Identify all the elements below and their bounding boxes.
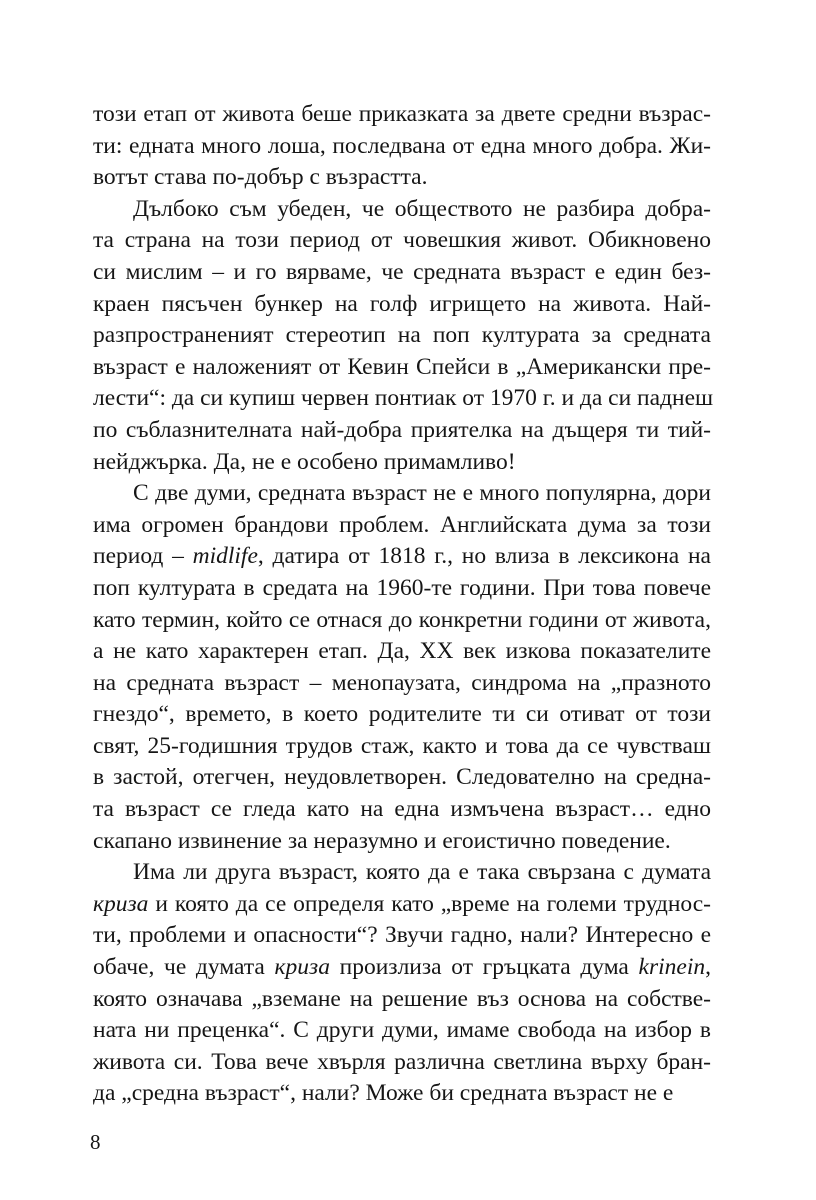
text-line [93, 731, 711, 763]
text-segment: произлиза от гръцката дума [329, 954, 639, 981]
text-line [93, 131, 711, 163]
text-segment: , датира от 1818 г., но влиза в лексикона на [257, 543, 711, 570]
text-segment: Има ли друга възраст, която да е така свързана с думата [133, 859, 711, 886]
text-line [93, 383, 714, 415]
paragraph [93, 857, 711, 1110]
text-line [93, 920, 711, 952]
text-line [93, 984, 711, 1016]
text-segment: вотът става по-добър с възрастта. [93, 164, 428, 191]
text-segment: обаче, че думата [93, 954, 275, 981]
text-segment: на средната възраст – менопаузата, синдрома на „празното [93, 669, 711, 696]
text-segment: по съблазнителната най-добра приятелка на дъщеря ти тий- [93, 416, 711, 443]
text-line [93, 541, 711, 573]
text-segment: разпространеният стереотип на поп културата за средната [93, 322, 711, 349]
text-segment: Дълбоко съм убеден, че обществото не разбира добра- [133, 195, 711, 222]
text-line [93, 320, 711, 352]
text-line [93, 573, 711, 605]
text-line [93, 762, 711, 794]
text-line [93, 1015, 711, 1047]
text-segment: и която да се определя като „време на големи труднос- [148, 890, 711, 917]
text-line [93, 699, 711, 731]
text-segment: свят, 25-годишния трудов стаж, както и това да се чувстваш [93, 732, 711, 759]
text-line [93, 225, 711, 257]
text-segment: си мислим – и го вярваме, че средната възраст е един без- [93, 258, 711, 285]
text-line [93, 668, 711, 700]
text-line [93, 952, 711, 984]
text-line [93, 510, 711, 542]
text-segment: нейджърка. Да, не е особено примамливо! [93, 448, 516, 475]
text-line [93, 1078, 711, 1110]
text-segment: , [705, 954, 711, 981]
text-segment: в застой, отегчен, неудовлетворен. Следователно на средна- [93, 764, 711, 791]
text-segment: ната ни преценка“. С други думи, имаме свобода на избор в [93, 1017, 711, 1044]
text-line [93, 605, 711, 637]
text-segment: та страна на този период от човешкия живот. Обикновено [93, 227, 711, 254]
text-line [93, 162, 711, 194]
text-segment: има огромен брандови проблем. Английската дума за този [93, 511, 711, 538]
text-line [93, 415, 711, 447]
italic-term: криза [274, 954, 330, 981]
text-segment: скапано извинение за неразумно и егоистично поведение. [93, 827, 671, 854]
paragraph [93, 99, 711, 194]
text-line [93, 794, 711, 826]
text-segment: поп културата в средата на 1960-те години. При това повече [93, 574, 711, 601]
italic-term: krinein [638, 954, 706, 981]
text-line [93, 857, 711, 889]
text-segment: възраст е наложеният от Кевин Спейси в „Американски пре- [93, 353, 711, 380]
text-line [93, 352, 711, 384]
text-segment: този етап от живота беше приказката за двете средни възрас- [93, 101, 711, 127]
italic-term: криза [93, 890, 149, 917]
text-line [93, 194, 711, 226]
text-segment: краен пясъчен бункер на голф игрището на живота. Най- [93, 290, 711, 317]
paragraph [93, 194, 714, 478]
text-segment: живота си. Това вече хвърля различна светлина върху бран- [93, 1048, 711, 1075]
italic-term: midlife [192, 543, 258, 570]
text-line [93, 478, 711, 510]
text-line [93, 636, 711, 668]
text-segment: ти: едната много лоша, последвана от една много добра. Жи- [93, 132, 711, 159]
text-segment: като термин, който се отнася до конкретни години от живота, [93, 606, 711, 633]
text-line [93, 1047, 711, 1079]
text-line [93, 99, 711, 131]
text-line [93, 826, 711, 858]
text-segment: ти, проблеми и опасности“? Звучи гадно, нали? Интересно е [93, 922, 711, 949]
text-line [93, 257, 711, 289]
text-segment: да „средна възраст“, нали? Може би средната възраст не е [93, 1080, 674, 1107]
text-segment: та възраст се гледа като на една измъчена възраст… едно [93, 796, 711, 823]
body-text [93, 99, 714, 1110]
text-line [93, 447, 711, 479]
text-segment: лести“: да си купиш червен понтиак от 1970 г. и да си паднеш [93, 385, 714, 412]
text-segment: която означава „вземане на решение въз основа на собстве- [93, 985, 711, 1012]
text-line [93, 289, 711, 321]
text-segment: гнездо“, времето, в което родителите ти си отиват от този [93, 701, 711, 728]
paragraph [93, 478, 711, 857]
text-line [93, 889, 711, 921]
text-segment: а не като характерен етап. Да, XX век изкова показателите [93, 638, 711, 665]
text-segment: период – [93, 543, 193, 570]
text-segment: С две думи, средната възраст не е много популярна, дори [133, 480, 711, 507]
page-number: 8 [90, 1130, 101, 1154]
